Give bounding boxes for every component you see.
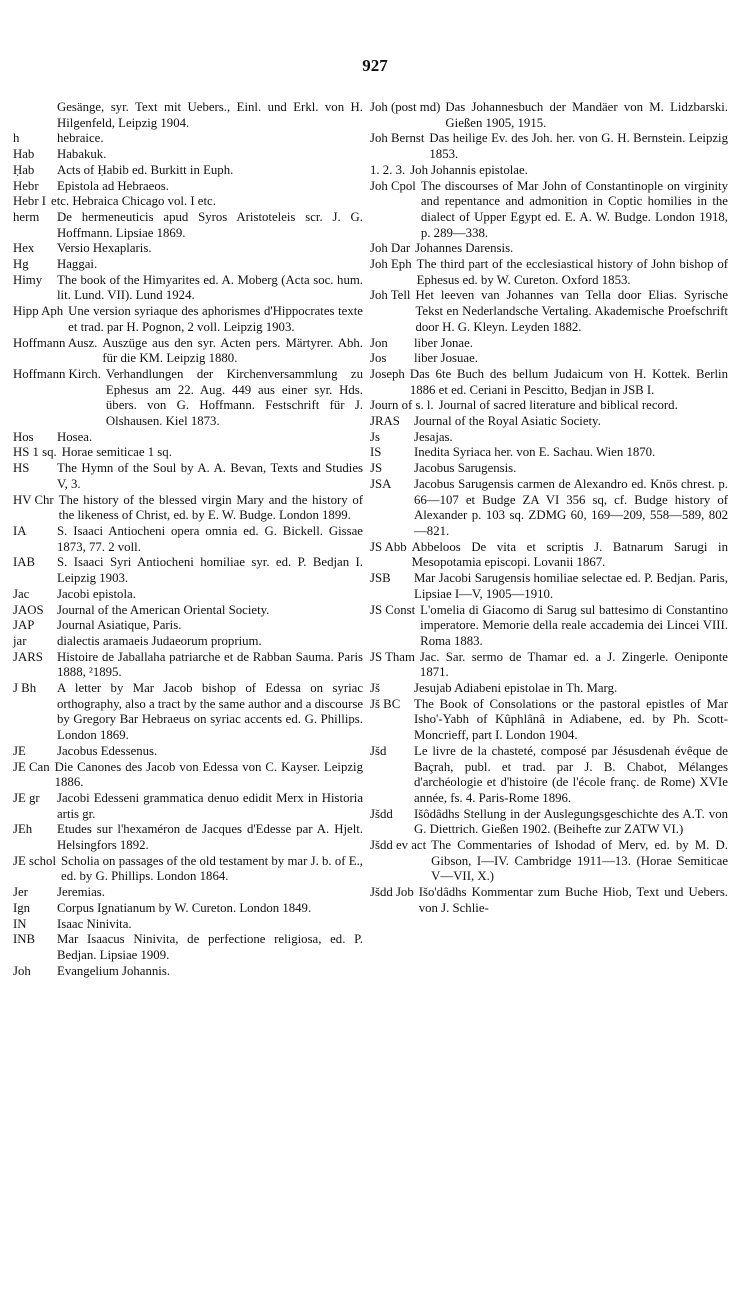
entry-description: Mar Isaacus Ninivita, de perfectione religiosa, ed. P. Bedjan. Lipsiae 1909. bbox=[57, 932, 363, 962]
entry-abbreviation: Joh Eph bbox=[370, 257, 412, 272]
entry-abbreviation: HS bbox=[13, 461, 30, 476]
entry-abbreviation: JSA bbox=[370, 476, 392, 491]
abbreviation-entry bbox=[13, 430, 363, 446]
abbreviation-entry bbox=[370, 650, 728, 681]
entry-description: liber Jonae. bbox=[414, 335, 473, 350]
abbreviation-entry bbox=[13, 603, 363, 619]
abbreviation-entry bbox=[13, 744, 363, 760]
entry-abbreviation: JEh bbox=[13, 822, 33, 837]
entry-abbreviation: Hab bbox=[13, 147, 35, 162]
entry-description: A letter by Mar Jacob bishop of Edessa on syriac orthography, also a tract by the same author and a discourse by Gregory Bar Hebraeus on syriac accents ed. G. Phillips. London 1869. bbox=[57, 681, 363, 743]
entry-abbreviation: h bbox=[13, 131, 20, 146]
abbreviation-entry bbox=[13, 163, 363, 179]
abbreviation-entry bbox=[13, 304, 363, 335]
entry-abbreviation: HV Chr bbox=[13, 492, 54, 507]
entry-description: Habakuk. bbox=[57, 147, 107, 162]
entry-description: Journal of the Royal Asiatic Society. bbox=[414, 414, 601, 429]
abbreviation-entry bbox=[13, 367, 363, 430]
abbreviation-entry bbox=[13, 681, 363, 744]
abbreviation-entry bbox=[13, 273, 363, 304]
entry-description: Jacobi epistola. bbox=[57, 586, 136, 601]
entry-abbreviation: J Bh bbox=[13, 681, 37, 696]
right-column bbox=[370, 100, 728, 917]
entry-description: Jac. Sar. sermo de Thamar ed. a J. Zingerle. Oeniponte 1871. bbox=[419, 649, 728, 680]
abbreviation-entry bbox=[13, 634, 363, 650]
abbreviation-entry bbox=[370, 163, 728, 179]
entry-description: Jesajas. bbox=[414, 429, 453, 444]
entry-abbreviation: Joh Bernst bbox=[370, 131, 425, 146]
entry-abbreviation: Joh bbox=[13, 963, 31, 978]
abbreviation-entry bbox=[13, 493, 363, 524]
abbreviation-entry bbox=[13, 618, 363, 634]
entry-description: Verhandlungen der Kirchenversammlung zu Ephesus am 22. Aug. 449 aus einer syr. Hds. übers. von G. Hoffmann. Festschrift für J. Olshausen. Kiel 1873. bbox=[105, 366, 363, 429]
entry-abbreviation: herm bbox=[13, 209, 40, 224]
abbreviation-entry bbox=[13, 650, 363, 681]
abbreviation-entry bbox=[13, 194, 363, 210]
entry-abbreviation: Hex bbox=[13, 241, 35, 256]
entry-description: Auszüge aus den syr. Acten pers. Märtyrer. Abh. für die KM. Leipzig 1880. bbox=[102, 335, 363, 366]
entry-description: Jeremias. bbox=[57, 885, 105, 900]
entry-description: Evangelium Johannis. bbox=[57, 963, 171, 978]
entry-description: The Hymn of the Soul by A. A. Bevan, Texts and Studies V, 3. bbox=[57, 461, 363, 491]
entry-description: Jacobus Sarugensis. bbox=[414, 461, 517, 476]
entry-description: Jesujab Adiabeni epistolae in Th. Marg. bbox=[414, 681, 618, 696]
abbreviation-entry bbox=[370, 807, 728, 838]
entry-abbreviation: Hebr I bbox=[13, 194, 47, 209]
entry-description: Corpus Ignatianum by W. Cureton. London 1849. bbox=[57, 900, 312, 915]
abbreviation-entry bbox=[370, 744, 728, 807]
abbreviation-entry bbox=[370, 398, 728, 414]
abbreviation-entry bbox=[13, 524, 363, 555]
entry-abbreviation: Joh (post md) bbox=[370, 100, 441, 114]
entry-abbreviation: JE Can bbox=[13, 759, 50, 774]
abbreviation-entry bbox=[13, 760, 363, 791]
entry-abbreviation: Ḥab bbox=[13, 162, 35, 177]
entry-description: Epistola ad Hebraeos. bbox=[57, 178, 169, 193]
entry-abbreviation: Jšd bbox=[370, 743, 387, 758]
entry-description: Etudes sur l'hexaméron de Jacques d'Edesse par A. Hjelt. Helsingfors 1892. bbox=[57, 822, 363, 853]
entry-abbreviation: JAOS bbox=[13, 602, 44, 617]
abbreviation-entry bbox=[13, 555, 363, 586]
entry-abbreviation: JRAS bbox=[370, 414, 400, 429]
entry-description: Mar Jacobi Sarugensis homiliae selectae ed. P. Bedjan. Paris, Lipsiae I—V, 1905—1910. bbox=[414, 571, 728, 601]
abbreviation-entry bbox=[13, 100, 363, 131]
abbreviation-entry bbox=[370, 288, 728, 335]
entry-abbreviation: Jš bbox=[370, 681, 380, 696]
abbreviation-entry bbox=[370, 336, 728, 352]
abbreviation-entry bbox=[13, 461, 363, 492]
page-number: 927 bbox=[362, 56, 388, 75]
abbreviation-entry bbox=[13, 147, 363, 163]
abbreviation-entry bbox=[370, 681, 728, 697]
entry-description: The history of the blessed virgin Mary and the history of the likeness of Christ, ed. by E. W. Budge. London 1899. bbox=[58, 492, 363, 523]
abbreviation-entry bbox=[370, 461, 728, 477]
abbreviation-entry bbox=[13, 336, 363, 367]
entry-abbreviation: Jos bbox=[370, 351, 387, 366]
entry-description: Acts of Ḥabib ed. Burkitt in Euph. bbox=[57, 162, 234, 177]
entry-description: Versio Hexaplaris. bbox=[57, 241, 152, 256]
entry-description: Isaac Ninivita. bbox=[57, 916, 132, 931]
entry-description: Jacobus Sarugensis carmen de Alexandro ed. Knös chrest. p. 66—107 et Budge ZA VI 356 sq, cf. Budge history of Alexander p. 103 sq. ZDMG 60, 169—209, 558—589, 802—821. bbox=[414, 476, 728, 538]
entry-abbreviation: Hoffmann Kirch. bbox=[13, 366, 101, 381]
entry-description: Histoire de Jaballaha patriarche et de Rabban Sauma. Paris 1888, ²1895. bbox=[57, 649, 363, 680]
entry-abbreviation: Hipp Aph bbox=[13, 304, 64, 319]
entry-description: De hermeneuticis apud Syros Aristoteleis scr. J. G. Hoffmann. Lipsiae 1869. bbox=[57, 209, 363, 240]
abbreviation-entry bbox=[13, 854, 363, 885]
abbreviation-entry bbox=[13, 932, 363, 963]
entry-description: etc. Hebraica Chicago vol. I etc. bbox=[51, 194, 216, 209]
entry-abbreviation: Hoffmann Ausz. bbox=[13, 335, 98, 350]
entry-abbreviation: Joh Dar bbox=[370, 241, 411, 256]
entry-abbreviation: IS bbox=[370, 445, 382, 460]
left-column bbox=[13, 100, 363, 979]
abbreviation-entry bbox=[370, 603, 728, 650]
entry-description: Haggai. bbox=[57, 257, 98, 272]
entry-description: The Book of Consolations or the pastoral epistles of Mar Isho'-Yabh of Kûphlânâ in Adiabene, ed. by Ph. Scott-Moncrieff, part I. London 1904. bbox=[414, 696, 728, 743]
abbreviation-entry bbox=[370, 257, 728, 288]
entry-abbreviation: Jšdd Job bbox=[370, 885, 414, 900]
entry-abbreviation: Jšdd ev act bbox=[370, 838, 427, 853]
abbreviation-entry bbox=[370, 179, 728, 242]
entry-abbreviation: HS 1 sq. bbox=[13, 445, 57, 460]
abbreviation-entry bbox=[13, 241, 363, 257]
abbreviation-entry bbox=[370, 477, 728, 540]
entry-description: Le livre de la chasteté, composé par Jésusdenah évêque de Baçrah, publ. et trad. par J. B. Chabot, Mélanges d'archéologie et d'histoire (de l'école franç. de Rome) XVIe année, fs. 4. Paris-Rome 1896. bbox=[414, 743, 728, 805]
entry-abbreviation: Jer bbox=[13, 885, 28, 900]
entry-description: Journal Asiatique, Paris. bbox=[57, 618, 182, 633]
entry-description: The Commentaries of Ishodad of Merv, ed. by M. D. Gibson, I—IV. Cambridge 1911—13. (Horae Semiticae V—VII, X.) bbox=[431, 838, 728, 884]
entry-abbreviation: 1. 2. 3. bbox=[370, 162, 406, 177]
abbreviation-entry bbox=[370, 100, 728, 131]
abbreviation-entry bbox=[370, 571, 728, 602]
entry-description: The book of the Himyarites ed. A. Moberg (Acta soc. hum. lit. Lund. VII). Lund 1924. bbox=[57, 272, 363, 303]
abbreviation-entry bbox=[370, 540, 728, 571]
entry-abbreviation: JS Tham bbox=[370, 649, 415, 664]
entry-description: Het leeven van Johannes van Tella door Elias. Syrische Tekst en Nederlandsche Vertaling. Akademische Proefschrift door H. G. Kleyn. Leyden 1882. bbox=[415, 288, 728, 334]
entry-abbreviation: JE schol bbox=[13, 853, 57, 868]
entry-description: Une version syriaque des aphorismes d'Hippocrates texte et trad. par H. Pognon, 2 voll. Leipzig 1903. bbox=[68, 304, 363, 334]
abbreviation-entry bbox=[370, 697, 728, 744]
abbreviation-entry bbox=[370, 241, 728, 257]
entry-abbreviation: Hebr bbox=[13, 178, 39, 193]
abbreviation-entry bbox=[370, 351, 728, 367]
entry-description: Joh Johannis epistolae. bbox=[410, 162, 528, 177]
abbreviation-entry bbox=[370, 838, 728, 885]
abbreviation-entry bbox=[370, 367, 728, 398]
entry-description: Das 6te Buch des bellum Judaicum von H. Kottek. Berlin 1886 et ed. Ceriani in Pescitto, Bedjan in JSB I. bbox=[409, 366, 728, 397]
entry-description: Gesänge, syr. Text mit Uebers., Einl. und Erkl. von H. Hilgenfeld, Leipzig 1904. bbox=[57, 100, 363, 130]
entry-abbreviation: JARS bbox=[13, 649, 43, 664]
entry-abbreviation: JSB bbox=[370, 571, 391, 586]
entry-abbreviation: Joseph bbox=[370, 366, 405, 381]
entry-description: Jacobi Edesseni grammatica denuo edidit Merx in Historia artis gr. bbox=[57, 790, 363, 821]
entry-description: Inedita Syriaca her. von E. Sachau. Wien 1870. bbox=[414, 445, 656, 460]
abbreviation-entry bbox=[370, 414, 728, 430]
entry-description: Horae semiticae 1 sq. bbox=[61, 445, 172, 460]
abbreviation-entry bbox=[370, 430, 728, 446]
entry-description: The discourses of Mar John of Constantinople on virginity and repentance and admonition in Coptic homilies in the dialect of Upper Egypt ed. E. A. W. Budge. London 1918, p. 289—338. bbox=[420, 178, 728, 240]
entry-abbreviation: jar bbox=[13, 633, 27, 648]
abbreviation-entry bbox=[13, 587, 363, 603]
entry-abbreviation: Jšdd bbox=[370, 806, 393, 821]
entry-abbreviation: JAP bbox=[13, 618, 35, 633]
entry-abbreviation: Joh Tell bbox=[370, 288, 411, 303]
abbreviation-entry bbox=[370, 131, 728, 162]
entry-abbreviation: IA bbox=[13, 523, 27, 538]
entry-abbreviation: Hg bbox=[13, 257, 29, 272]
entry-abbreviation: Hos bbox=[13, 429, 34, 444]
entry-description: Das Johannesbuch der Mandäer von M. Lidzbarski. Gießen 1905, 1915. bbox=[445, 100, 728, 130]
entry-description: Abbeloos De vita et scriptis J. Batnarum Sarugi in Mesopotamia episcopi. Lovanii 1867. bbox=[411, 539, 728, 570]
entry-abbreviation: JE gr bbox=[13, 790, 40, 805]
entry-description: Die Canones des Jacob von Edessa von C. Kayser. Leipzig 1886. bbox=[54, 759, 363, 790]
entry-abbreviation: JS Abb bbox=[370, 539, 407, 554]
entry-abbreviation: Jon bbox=[370, 335, 388, 350]
abbreviation-entry bbox=[370, 885, 728, 916]
entry-abbreviation: INB bbox=[13, 932, 36, 947]
entry-description: L'omelia di Giacomo di Sarug sul battesimo di Constantino imperatore. Memorie della reale accademia dei Lincei VIII. Roma 1883. bbox=[420, 602, 728, 648]
abbreviation-entry bbox=[370, 445, 728, 461]
entry-abbreviation: JS Const bbox=[370, 602, 416, 617]
entry-abbreviation: JE bbox=[13, 743, 26, 758]
entry-description: The third part of the ecclesiastical history of John bishop of Ephesus ed. by W. Cureton. Oxford 1853. bbox=[416, 257, 728, 287]
entry-description: Johannes Darensis. bbox=[415, 241, 514, 256]
entry-description: S. Isaaci Syri Antiocheni homiliae syr. ed. P. Bedjan I. Leipzig 1903. bbox=[57, 555, 363, 586]
entry-description: Scholia on passages of the old testament by mar J. b. of E., ed. by G. Phillips. London 1864. bbox=[61, 853, 363, 884]
abbreviation-entry bbox=[13, 822, 363, 853]
entry-description: S. Isaaci Antiocheni opera omnia ed. G. Bickell. Gissae 1873, 77. 2 voll. bbox=[57, 523, 363, 554]
abbreviation-entry bbox=[13, 917, 363, 933]
entry-description: Išo'dâdhs Kommentar zum Buche Hiob, Text und Uebers. von J. Schlie- bbox=[418, 885, 728, 915]
entry-description: Journal of sacred literature and biblical record. bbox=[438, 398, 678, 413]
entry-abbreviation: JS bbox=[370, 461, 383, 476]
entry-description: liber Josuae. bbox=[414, 351, 478, 366]
entry-abbreviation: Joh Cpol bbox=[370, 178, 416, 193]
entry-abbreviation: Ign bbox=[13, 900, 31, 915]
entry-abbreviation: Jac bbox=[13, 586, 30, 601]
abbreviation-entry bbox=[13, 445, 363, 461]
abbreviation-entry bbox=[13, 179, 363, 195]
entry-abbreviation: Js bbox=[370, 429, 380, 444]
entry-description: Hosea. bbox=[57, 429, 93, 444]
entry-abbreviation: Journ of s. l. bbox=[370, 398, 434, 413]
entry-description: dialectis aramaeis Judaeorum proprium. bbox=[57, 633, 262, 648]
abbreviation-entry bbox=[13, 257, 363, 273]
abbreviation-entry bbox=[13, 901, 363, 917]
abbreviation-entry bbox=[13, 791, 363, 822]
entry-description: Jacobus Edessenus. bbox=[57, 743, 158, 758]
entry-description: hebraice. bbox=[57, 131, 104, 146]
abbreviation-entry bbox=[13, 131, 363, 147]
entry-description: Journal of the American Oriental Society. bbox=[57, 602, 270, 617]
entry-abbreviation: IAB bbox=[13, 555, 36, 570]
entry-description: Das heilige Ev. des Joh. her. von G. H. Bernstein. Leipzig 1853. bbox=[429, 131, 728, 162]
entry-abbreviation: Himy bbox=[13, 272, 43, 287]
abbreviation-entry bbox=[13, 964, 363, 980]
abbreviation-entry bbox=[13, 885, 363, 901]
entry-description: Išôdâdhs Stellung in der Auslegungsgeschichte des A.T. von G. Diettrich. Gießen 1902. (Beihefte zur ZATW VI.) bbox=[414, 806, 728, 837]
entry-abbreviation: Jš BC bbox=[370, 696, 401, 711]
abbreviation-entry bbox=[13, 210, 363, 241]
entry-abbreviation: IN bbox=[13, 916, 27, 931]
